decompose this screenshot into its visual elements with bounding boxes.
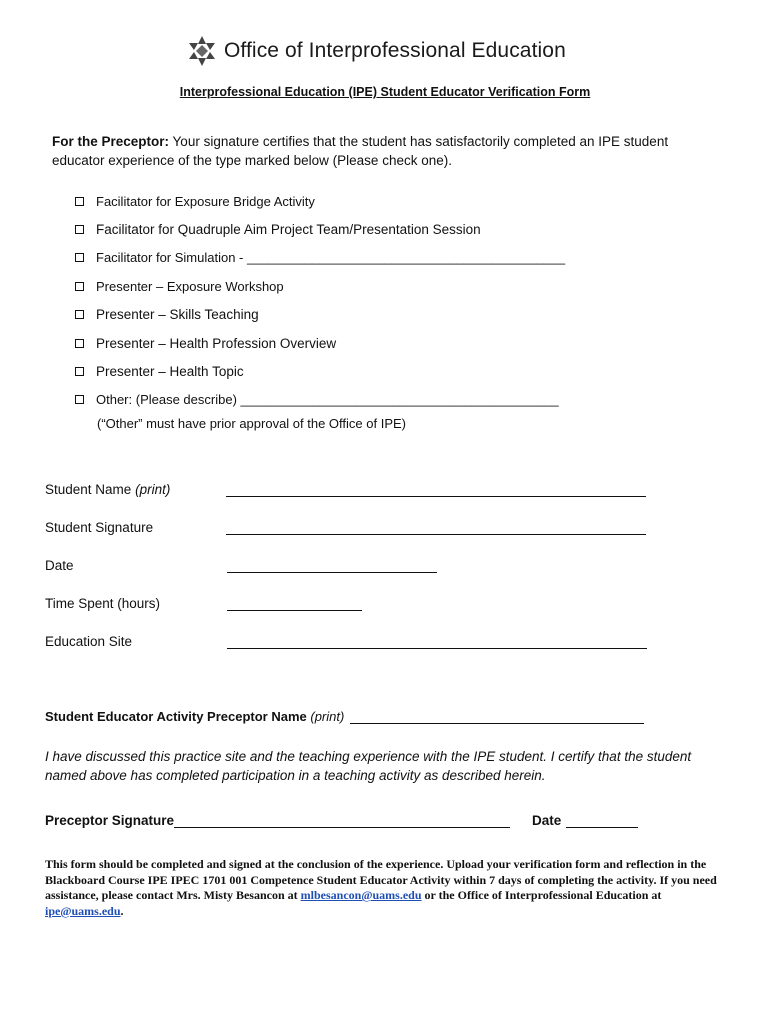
checkbox[interactable] bbox=[75, 339, 84, 348]
instructions-text: This form should be completed and signed at the conclusion of the experience. Upload your verification form and reflection in the Blackboard Course IPE IPEC 1701 001 Competence Student Educator Activity within 7 days of completing the activity. If you need assistance, please contact Mrs. Misty Besancon at bbox=[45, 857, 717, 902]
education-site-label: Education Site bbox=[45, 634, 133, 649]
preceptor-instructions bbox=[52, 132, 712, 170]
option-label: Facilitator for Exposure Bridge Activity bbox=[96, 193, 315, 209]
submission-instructions bbox=[45, 857, 730, 919]
option-label: Facilitator for Simulation - ____________________________________________ bbox=[96, 250, 566, 266]
email-link-besancon[interactable]: mlbesancon@uams.edu bbox=[300, 888, 422, 902]
email-link-ipe[interactable]: ipe@uams.edu bbox=[45, 903, 121, 918]
option-label: Presenter – Health Profession Overview bbox=[96, 335, 337, 351]
option-label: Other: (Please describe) ____________________________________________ bbox=[96, 392, 559, 408]
preceptor-date-label: Date bbox=[532, 813, 562, 828]
intro-text: Your signature certifies that the student has satisfactorily completed an IPE student educator experience of the type marked below (Please check one). bbox=[52, 134, 669, 168]
instructions-text: . bbox=[120, 903, 124, 918]
student-name-line[interactable] bbox=[226, 496, 646, 497]
print-hint: (print) bbox=[135, 482, 171, 497]
checkbox[interactable] bbox=[75, 197, 84, 206]
form-title: Interprofessional Education (IPE) Student Educator Verification Form bbox=[179, 85, 591, 99]
org-name: Office of Interprofessional Education bbox=[224, 39, 566, 62]
option-label: Facilitator for Quadruple Aim Project Team/Presentation Session bbox=[96, 222, 481, 238]
preceptor-name-label: Student Educator Activity Preceptor Name bbox=[45, 709, 307, 724]
intro-label: For the Preceptor: bbox=[52, 134, 170, 149]
student-signature-label: Student Signature bbox=[45, 520, 154, 535]
ipe-network-icon bbox=[186, 35, 218, 67]
checkbox[interactable] bbox=[75, 367, 84, 376]
instructions-text: or the Office of Interprofessional Education at bbox=[421, 888, 662, 902]
education-site-line[interactable] bbox=[227, 648, 647, 649]
certification-statement: I have discussed this practice site and the teaching experience with the IPE student. I certify that the student named above has completed participation in a teaching activity as described herein. bbox=[45, 749, 692, 783]
time-spent-line[interactable] bbox=[227, 610, 362, 611]
checkbox[interactable] bbox=[75, 395, 84, 404]
date-label: Date bbox=[45, 558, 74, 573]
checkbox[interactable] bbox=[75, 310, 84, 319]
activity-option[interactable] bbox=[75, 329, 615, 357]
other-note: (“Other” must have prior approval of the Office of IPE) bbox=[97, 416, 406, 431]
option-label: Presenter – Health Topic bbox=[96, 364, 244, 380]
date-line[interactable] bbox=[227, 572, 437, 573]
print-hint: (print) bbox=[310, 709, 345, 724]
preceptor-signature-line[interactable] bbox=[174, 815, 510, 828]
preceptor-signature-label: Preceptor Signature bbox=[45, 813, 175, 828]
checkbox[interactable] bbox=[75, 253, 84, 262]
activity-option[interactable] bbox=[75, 215, 615, 243]
student-name-label: Student Name bbox=[45, 482, 132, 497]
time-spent-label: Time Spent (hours) bbox=[45, 596, 161, 611]
option-label: Presenter – Skills Teaching bbox=[96, 307, 259, 323]
preceptor-name-field bbox=[45, 709, 644, 724]
preceptor-signature-row bbox=[45, 813, 638, 828]
preceptor-name-line[interactable] bbox=[350, 711, 644, 724]
activity-option[interactable] bbox=[75, 357, 615, 385]
option-label: Presenter – Exposure Workshop bbox=[96, 278, 284, 294]
activity-option[interactable] bbox=[75, 244, 615, 272]
activity-option[interactable] bbox=[75, 301, 615, 329]
header bbox=[186, 35, 566, 67]
activity-checklist bbox=[75, 187, 615, 414]
activity-option[interactable] bbox=[75, 386, 615, 414]
student-signature-line[interactable] bbox=[226, 534, 646, 535]
preceptor-date-line[interactable] bbox=[566, 815, 638, 828]
checkbox[interactable] bbox=[75, 225, 84, 234]
checkbox[interactable] bbox=[75, 282, 84, 291]
activity-option[interactable] bbox=[75, 272, 615, 300]
activity-option[interactable] bbox=[75, 187, 615, 215]
